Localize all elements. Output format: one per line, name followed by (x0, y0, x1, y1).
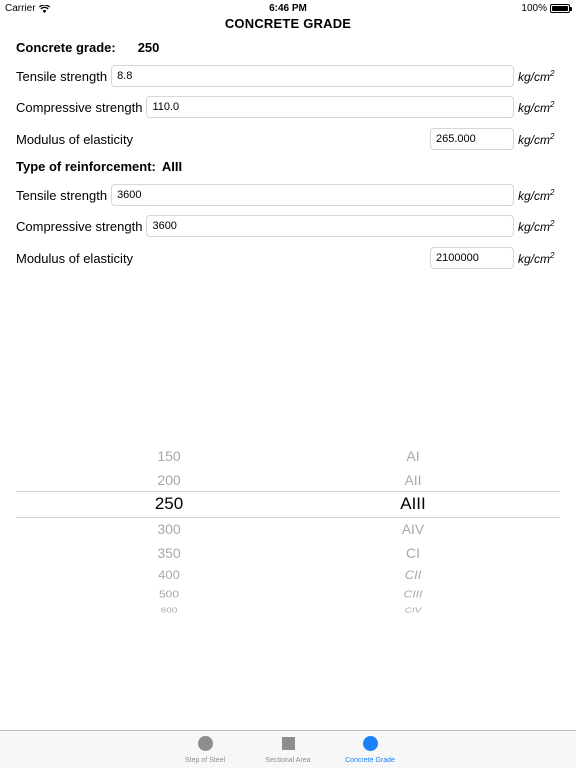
tab-concrete-grade[interactable] (325, 731, 415, 768)
unit-text: kg/cm (518, 188, 551, 203)
picker-grade-option[interactable]: 500 (158, 587, 180, 600)
concrete-grade-label: Concrete grade: (16, 40, 116, 55)
reinf-tensile-unit (518, 188, 560, 203)
reinf-modulus-field[interactable]: 2100000 (430, 247, 514, 269)
picker-type-option[interactable]: CIII (403, 587, 423, 600)
battery-fill (552, 6, 568, 11)
tab-label: Concrete Grade (345, 757, 395, 764)
unit-text: kg/cm (518, 132, 551, 147)
reinf-tensile-row (16, 183, 560, 207)
picker-type-option[interactable]: CI (406, 544, 420, 561)
reinforcement-value: AIII (161, 159, 183, 174)
picker-grade-option[interactable]: 300 (157, 520, 181, 537)
unit-text: kg/cm (518, 69, 551, 84)
concrete-grade-heading (16, 40, 159, 55)
status-bar (0, 0, 576, 16)
reinf-compressive-field[interactable]: 3600 (146, 215, 514, 237)
reinf-compressive-unit (518, 219, 560, 234)
picker-type-option[interactable]: AII (404, 471, 422, 488)
picker-grade-option[interactable]: 150 (157, 447, 181, 464)
concrete-tensile-unit (518, 69, 560, 84)
reinf-tensile-field[interactable]: 3600 (111, 184, 514, 206)
unit-text: kg/cm (518, 100, 551, 115)
unit-text: kg/cm (518, 219, 551, 234)
concrete-modulus-unit (518, 132, 560, 147)
picker-type-option[interactable]: CII (404, 567, 422, 582)
concrete-modulus-field[interactable]: 265.000 (430, 128, 514, 150)
reinforcement-label: Type of reinforcement: (16, 159, 156, 174)
reinf-compressive-label: Compressive strength (16, 218, 143, 234)
concrete-tensile-row (16, 64, 560, 88)
unit-exponent: 2 (550, 99, 555, 109)
unit-exponent: 2 (550, 250, 555, 260)
picker-type-option[interactable]: AIII (400, 493, 426, 513)
unit-text: kg/cm (518, 251, 551, 266)
reinf-modulus-unit (518, 251, 560, 266)
concrete-compressive-label: Compressive strength (16, 99, 143, 115)
picker-type-option[interactable]: AIV (401, 520, 425, 537)
picker-type-option[interactable]: CIV (404, 606, 422, 615)
reinf-tensile-label: Tensile strength (16, 187, 108, 203)
battery-icon (550, 4, 570, 13)
picker-grade-option[interactable]: 600 (160, 606, 178, 615)
picker-column-grade[interactable] (69, 440, 269, 630)
unit-exponent: 2 (550, 187, 555, 197)
circle-icon (363, 736, 378, 751)
tab-sectional-area[interactable] (243, 731, 333, 768)
status-right (521, 3, 570, 14)
concrete-compressive-field[interactable]: 110.0 (146, 96, 514, 118)
picker-grade-option[interactable]: 350 (157, 544, 181, 561)
tab-label: Sectional Area (265, 757, 311, 764)
concrete-modulus-row (16, 127, 560, 151)
picker-grade-option[interactable]: 200 (157, 471, 181, 488)
status-time: 6:46 PM (269, 3, 307, 14)
unit-exponent: 2 (550, 131, 555, 141)
unit-exponent: 2 (550, 68, 555, 78)
concrete-grade-value: 250 (137, 40, 160, 55)
picker-type-option[interactable]: AI (406, 447, 420, 464)
page-title: CONCRETE GRADE (224, 16, 352, 31)
reinf-compressive-row (16, 214, 560, 238)
tab-bar (0, 730, 576, 768)
square-icon (281, 736, 296, 751)
concrete-compressive-row (16, 95, 560, 119)
concrete-modulus-label: Modulus of elasticity (16, 131, 134, 147)
concrete-compressive-unit (518, 100, 560, 115)
reinf-modulus-row (16, 246, 560, 270)
tab-step-of-steel[interactable] (160, 731, 250, 768)
concrete-tensile-label: Tensile strength (16, 68, 108, 84)
circle-icon (198, 736, 213, 751)
picker-column-reinforcement[interactable] (313, 440, 513, 630)
picker-grade-option[interactable]: 250 (154, 493, 184, 513)
reinforcement-heading (16, 159, 182, 174)
unit-exponent: 2 (550, 218, 555, 228)
picker-grade-option[interactable]: 400 (158, 567, 180, 582)
concrete-tensile-field[interactable]: 8.8 (111, 65, 514, 87)
tab-label: Step of Steel (184, 757, 226, 764)
grade-picker[interactable] (16, 440, 560, 630)
carrier-label: Carrier (5, 3, 36, 14)
reinf-modulus-label: Modulus of elasticity (16, 250, 134, 266)
battery-percent: 100% (521, 3, 547, 14)
